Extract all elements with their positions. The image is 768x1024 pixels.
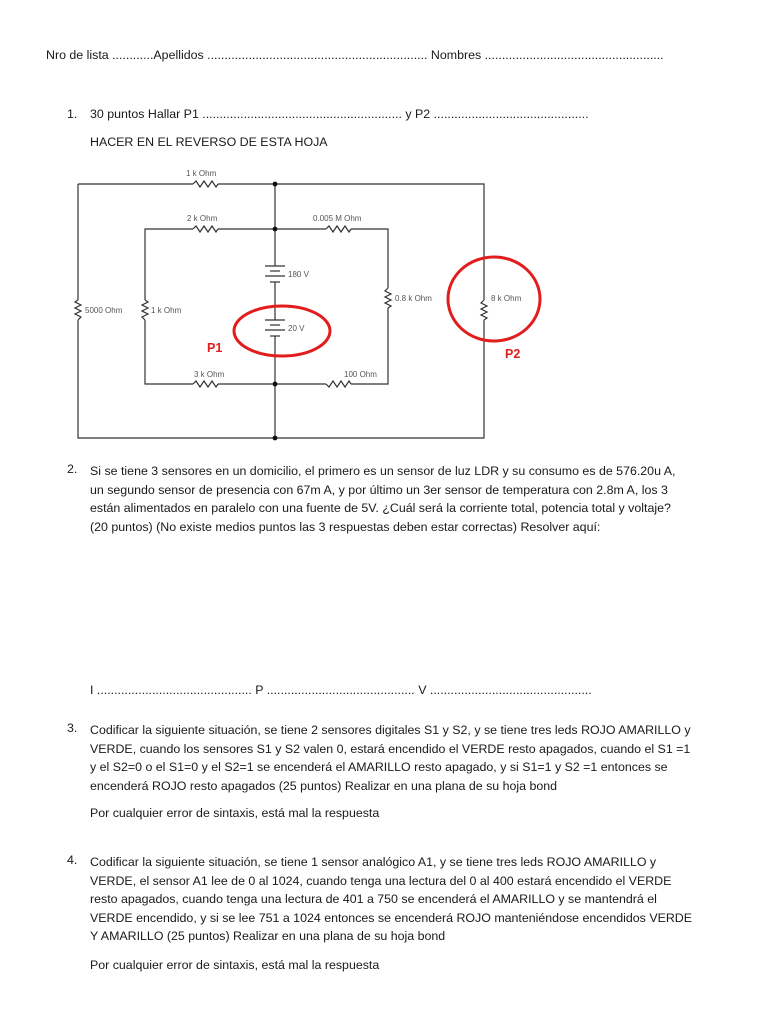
- label-r-2k: 2 k Ohm: [187, 214, 218, 223]
- label-r-0005m: 0.005 M Ohm: [313, 214, 362, 223]
- question-4-number: 4.: [67, 853, 78, 867]
- label-r-3k: 3 k Ohm: [194, 370, 225, 379]
- question-2-line: están alimentados en paralelo con una fuente de 5V. ¿Cuál será la corriente total, potencia total y voltaje?: [90, 501, 671, 515]
- question-2-text: [90, 462, 722, 536]
- question-2-number: 2.: [67, 462, 78, 476]
- question-4-line: VERDE encendido, y si se lee 751 a 1024 entonces se encenderá ROJO manteniéndose encendidos VERDE: [90, 910, 693, 925]
- question-4-text: [90, 853, 722, 946]
- p1-label: P1: [207, 341, 223, 355]
- question-1-number: 1.: [67, 107, 78, 121]
- question-3-text: [90, 721, 722, 795]
- label-source-20: 20 V: [288, 324, 305, 333]
- p1-marker-ellipse: [234, 306, 330, 356]
- label-source-180: 180 V: [288, 270, 309, 279]
- circuit-diagram: [0, 160, 768, 450]
- question-3-line: y el S2=0 o el S1=0 y el S2=1 se encenderá el AMARILLO resto apagado, y si S1=1 y S2 =1 entonces se: [90, 760, 668, 774]
- question-4-line: resto apagados, cuando tenga una lectura de 401 a 750 se encenderá el AMARILLO y se mantendrá el: [90, 892, 657, 906]
- question-3-number: 3.: [67, 721, 78, 735]
- student-info-line: Nro de lista ............Apellidos ................................................................ Nombres ....................................................: [46, 48, 664, 62]
- label-r-1k-left: 1 k Ohm: [151, 306, 182, 315]
- question-1-line: 30 puntos Hallar P1 .......................................................... y P2 .............................................: [90, 107, 589, 121]
- question-3-line: VERDE, cuando los sensores S1 y S2 valen 0, estará encendido el VERDE resto apagados, cuando el S1 =1: [90, 741, 691, 756]
- label-r-08k: 0.8 k Ohm: [395, 294, 432, 303]
- question-3-line: Codificar la siguiente situación, se tiene 2 sensores digitales S1 y S2, y se tiene tres leds ROJO AMARILLO y: [90, 723, 691, 737]
- question-2-line: (20 puntos) (No existe medios puntos las 3 respuestas deben estar correctas) Resolver aquí:: [90, 519, 601, 534]
- question-4-line: Y AMARILLO (25 puntos) Realizar en una plana de su hoja bond: [90, 929, 446, 943]
- question-3-note: Por cualquier error de sintaxis, está mal la respuesta: [90, 806, 380, 820]
- label-r-top: 1 k Ohm: [186, 169, 217, 178]
- p2-label: P2: [505, 347, 521, 361]
- label-r-100: 100 Ohm: [344, 370, 377, 379]
- question-2-line: Si se tiene 3 sensores en un domicilio, el primero es un sensor de luz LDR y su consumo es de 576.20u A,: [90, 464, 676, 478]
- question-4-note: Por cualquier error de sintaxis, está mal la respuesta: [90, 958, 380, 972]
- label-r-8k: 8 k Ohm: [491, 294, 522, 303]
- question-2-answer-line: I ............................................. P ........................................... V ...............................................: [90, 683, 592, 697]
- question-1-instruction: HACER EN EL REVERSO DE ESTA HOJA: [90, 135, 328, 149]
- question-4-line: VERDE, el sensor A1 lee de 0 al 1024, cuando tenga una lectura del 0 al 400 estará encendido el VERDE: [90, 873, 672, 888]
- question-2-line: un segundo sensor de presencia con 67m A, y por último un 3er sensor de temperatura con 2.8m A, los 3: [90, 482, 668, 497]
- label-r-5000: 5000 Ohm: [85, 306, 123, 315]
- question-3-line: encenderá ROJO resto apagados (25 puntos) Realizar en una plana de su hoja bond: [90, 778, 558, 793]
- question-4-line: Codificar la siguiente situación, se tiene 1 sensor analógico A1, y se tiene tres leds ROJO AMARILLO y: [90, 855, 657, 869]
